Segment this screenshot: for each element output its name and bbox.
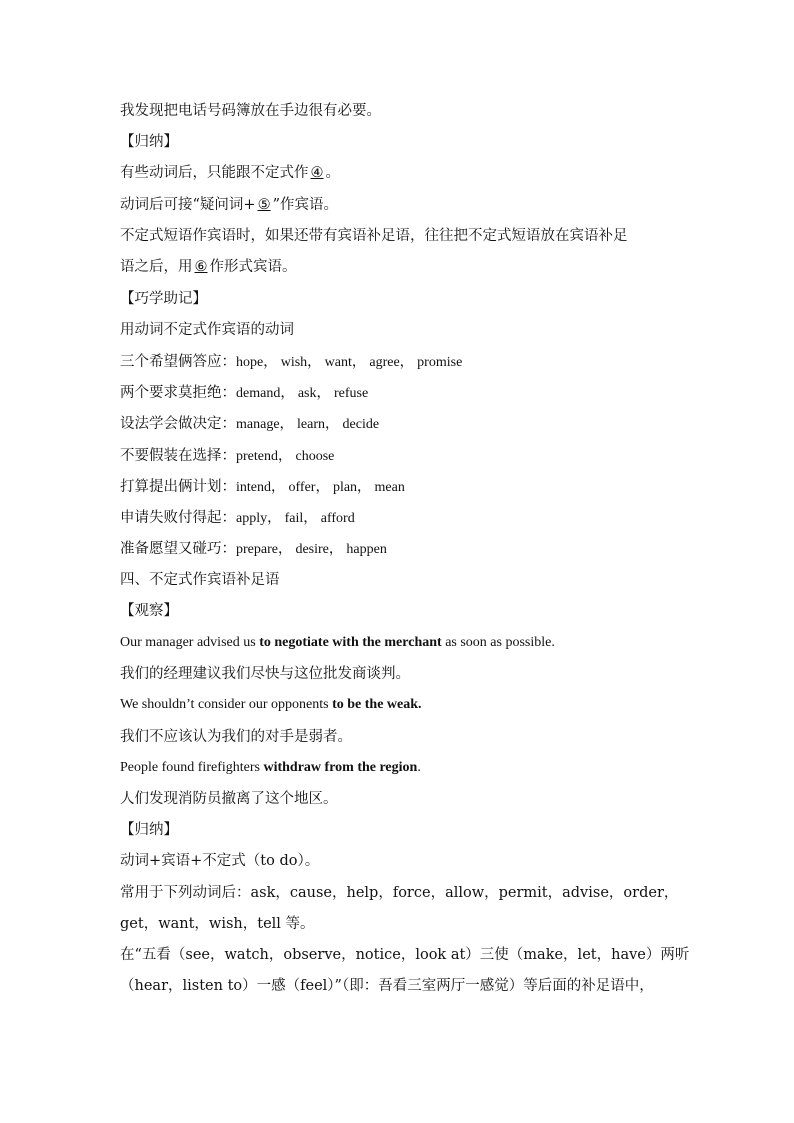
text-line: （hear，listen to）一感（feel）”（即：吾看三室两厅一感觉）等后面的补足语中，: [120, 978, 654, 994]
text-line: 我发现把电话号码簿放在手边很有必要。: [120, 103, 381, 119]
text-line: get，want，wish，tell 等。: [120, 916, 315, 932]
text-segment: Our manager advised us: [120, 635, 260, 650]
example-sentence: [120, 633, 555, 653]
mnemonic-line: [120, 477, 405, 498]
text-segment: 语之后，用: [120, 259, 193, 275]
section-title: 四、不定式作宾语补足语: [120, 572, 280, 588]
mnemonic-cn: 准备愿望又碰巧：: [120, 541, 236, 557]
text-line: 不定式短语作宾语时，如果还带有宾语补足语，往往把不定式短语放在宾语补足: [120, 228, 628, 244]
mnemonic-cn: 不要假装在选择：: [120, 448, 236, 464]
text-segment: as soon as possible.: [441, 635, 555, 650]
mnemonic-line: [120, 539, 387, 560]
highlighted-phrase: withdraw from the region: [263, 760, 418, 775]
text-line: 在“五看（see，watch，observe，notice，look at）三使（make，let，have）两听: [120, 947, 690, 963]
mnemonic-en: apply， fail， afford: [236, 511, 355, 526]
translation: 人们发现消防员撤离了这个地区。: [120, 791, 338, 807]
mnemonic-cn: 打算提出俩计划：: [120, 479, 236, 495]
mnemonic-en: prepare， desire， happen: [236, 542, 387, 557]
text-line: 用动词不定式作宾语的动词: [120, 322, 294, 338]
mnemonic-line: [120, 508, 355, 529]
text-segment: ”作宾语。: [272, 197, 338, 213]
section-heading: 【归纳】: [120, 134, 178, 150]
mnemonic-en: pretend， choose: [236, 449, 335, 464]
text-segment: People found firefighters: [120, 760, 264, 775]
mnemonic-cn: 两个要求莫拒绝：: [120, 385, 236, 401]
text-line: 常用于下列动词后：ask，cause，help，force，allow，permit，advise，order，: [120, 885, 679, 901]
text-line: 动词+宾语+不定式（to do）。: [120, 853, 320, 869]
mnemonic-line: [120, 352, 462, 373]
text-segment: 。: [325, 165, 340, 181]
text-line: [120, 163, 340, 183]
mnemonic-en: demand， ask， refuse: [236, 386, 369, 401]
section-heading: 【巧学助记】: [120, 291, 207, 307]
text-segment: We shouldn’t consider our opponents: [120, 697, 333, 712]
mnemonic-en: intend， offer， plan， mean: [236, 480, 405, 495]
section-heading: 【观察】: [120, 603, 178, 619]
blank-5: ⑤: [257, 197, 271, 213]
mnemonic-en: manage， learn， decide: [236, 417, 380, 432]
text-segment: 动词后可接“疑问词+: [120, 197, 256, 213]
text-segment: 有些动词后，只能跟不定式作: [120, 165, 309, 181]
highlighted-phrase: to negotiate with the merchant: [259, 635, 442, 650]
mnemonic-line: [120, 383, 368, 404]
translation: 我们的经理建议我们尽快与这位批发商谈判。: [120, 666, 410, 682]
mnemonic-cn: 三个希望俩答应：: [120, 354, 236, 370]
mnemonic-cn: 申请失败付得起：: [120, 510, 236, 526]
example-sentence: [120, 695, 422, 715]
example-sentence: [120, 758, 421, 778]
mnemonic-line: [120, 446, 334, 467]
text-segment: .: [417, 760, 421, 775]
translation: 我们不应该认为我们的对手是弱者。: [120, 729, 352, 745]
blank-4: ④: [310, 165, 324, 181]
mnemonic-en: hope， wish， want， agree， promise: [236, 355, 463, 370]
section-heading: 【归纳】: [120, 822, 178, 838]
text-line: [120, 195, 338, 215]
highlighted-phrase: to be the weak.: [332, 697, 422, 712]
mnemonic-line: [120, 414, 379, 435]
blank-6: ⑥: [194, 259, 208, 275]
text-line: [120, 257, 297, 277]
mnemonic-cn: 设法学会做决定：: [120, 416, 236, 432]
text-segment: 作形式宾语。: [209, 259, 297, 275]
